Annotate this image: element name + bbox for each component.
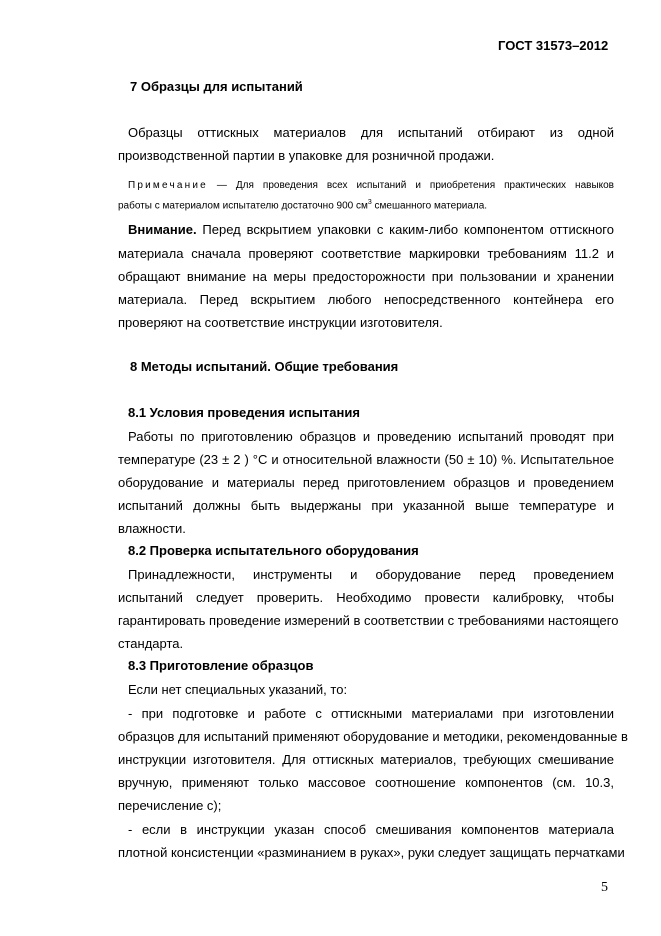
section-8-1-heading: 8.1 Условия проведения испытания — [128, 405, 360, 420]
warning-line — [128, 222, 614, 238]
section-8-2-line: гарантировать проведение измерений в соответствии с требованиями настоящего — [118, 613, 619, 628]
section-8-2-line: испытаний следует проверить. Необходимо провести калибровку, чтобы — [118, 590, 614, 605]
section-8-3-heading: 8.3 Приготовление образцов — [128, 658, 314, 673]
list-item-line: плотной консистенции «разминанием в руках», руки следует защищать перчатками — [118, 845, 625, 860]
section-8-1-line: температуре (23 ± 2 ) °С и относительной влажности (50 ± 10) %. Испытательное — [118, 452, 614, 467]
note-superscript: 3 — [367, 199, 372, 206]
list-item-line: вручную, применяют только массовое соотношение компонентов (см. 10.3, — [118, 775, 614, 790]
warning-line: проверяют на соответствие инструкции изготовителя. — [118, 315, 443, 330]
section-8-2-line: Принадлежности, инструменты и оборудование перед проведением — [128, 567, 614, 582]
note-line-2 — [118, 195, 614, 214]
note-line-1 — [128, 178, 614, 194]
list-item-line: - если в инструкции указан способ смешивания компонентов материала — [128, 822, 614, 837]
section-8-1-line: испытаний должны быть выдержаны при указанной выше температуре и — [118, 498, 614, 513]
note-text: смешанного материала. — [371, 200, 488, 212]
section-8-2-line: стандарта. — [118, 636, 184, 651]
section-8-1-line: Работы по приготовлению образцов и проведению испытаний проводят при — [128, 429, 614, 444]
section-8-1-line: оборудование и материалы перед приготовлением образцов и проведением — [118, 475, 614, 490]
section-8-heading: 8 Методы испытаний. Общие требования — [130, 359, 399, 374]
section-8-2-heading: 8.2 Проверка испытательного оборудования — [128, 543, 419, 558]
warning-line: материала сначала проверяют соответствие маркировки требованиям 11.2 и — [118, 246, 614, 261]
section-7-heading: 7 Образцы для испытаний — [130, 79, 303, 94]
section-8-3-intro: Если нет специальных указаний, то: — [128, 682, 348, 697]
list-item-line: образцов для испытаний применяют оборудование и методики, рекомендованные в — [118, 729, 628, 744]
warning-line: материала. Перед вскрытием любого непосредственного контейнера его — [118, 292, 614, 307]
document-id: ГОСТ 31573–2012 — [498, 38, 609, 53]
note-text: работы с материалом испытателю достаточно 900 см — [118, 200, 368, 212]
note-label: Примечание — [128, 180, 208, 191]
page-number: 5 — [601, 880, 608, 895]
warning-text: Перед вскрытием упаковки с каким-либо компонентом оттискного — [196, 222, 614, 237]
section-7-text-line: производственной партии в упаковке для розничной продажи. — [118, 148, 495, 163]
warning-label: Внимание. — [128, 222, 197, 237]
section-8-1-line: влажности. — [118, 521, 186, 536]
list-item-line: инструкции изготовителя. Для оттискных материалов, требующих смешивание — [118, 752, 614, 767]
section-7-text-line: Образцы оттискных материалов для испытаний отбирают из одной — [128, 125, 614, 140]
list-item-line: - при подготовке и работе с оттискными материалами при изготовлении — [128, 706, 614, 721]
list-item-line: перечисление с); — [118, 798, 222, 813]
warning-line: обращают внимание на меры предосторожности при пользовании и хранении — [118, 269, 614, 284]
note-text: — Для проведения всех испытаний и приобретения практических навыков — [216, 180, 614, 191]
